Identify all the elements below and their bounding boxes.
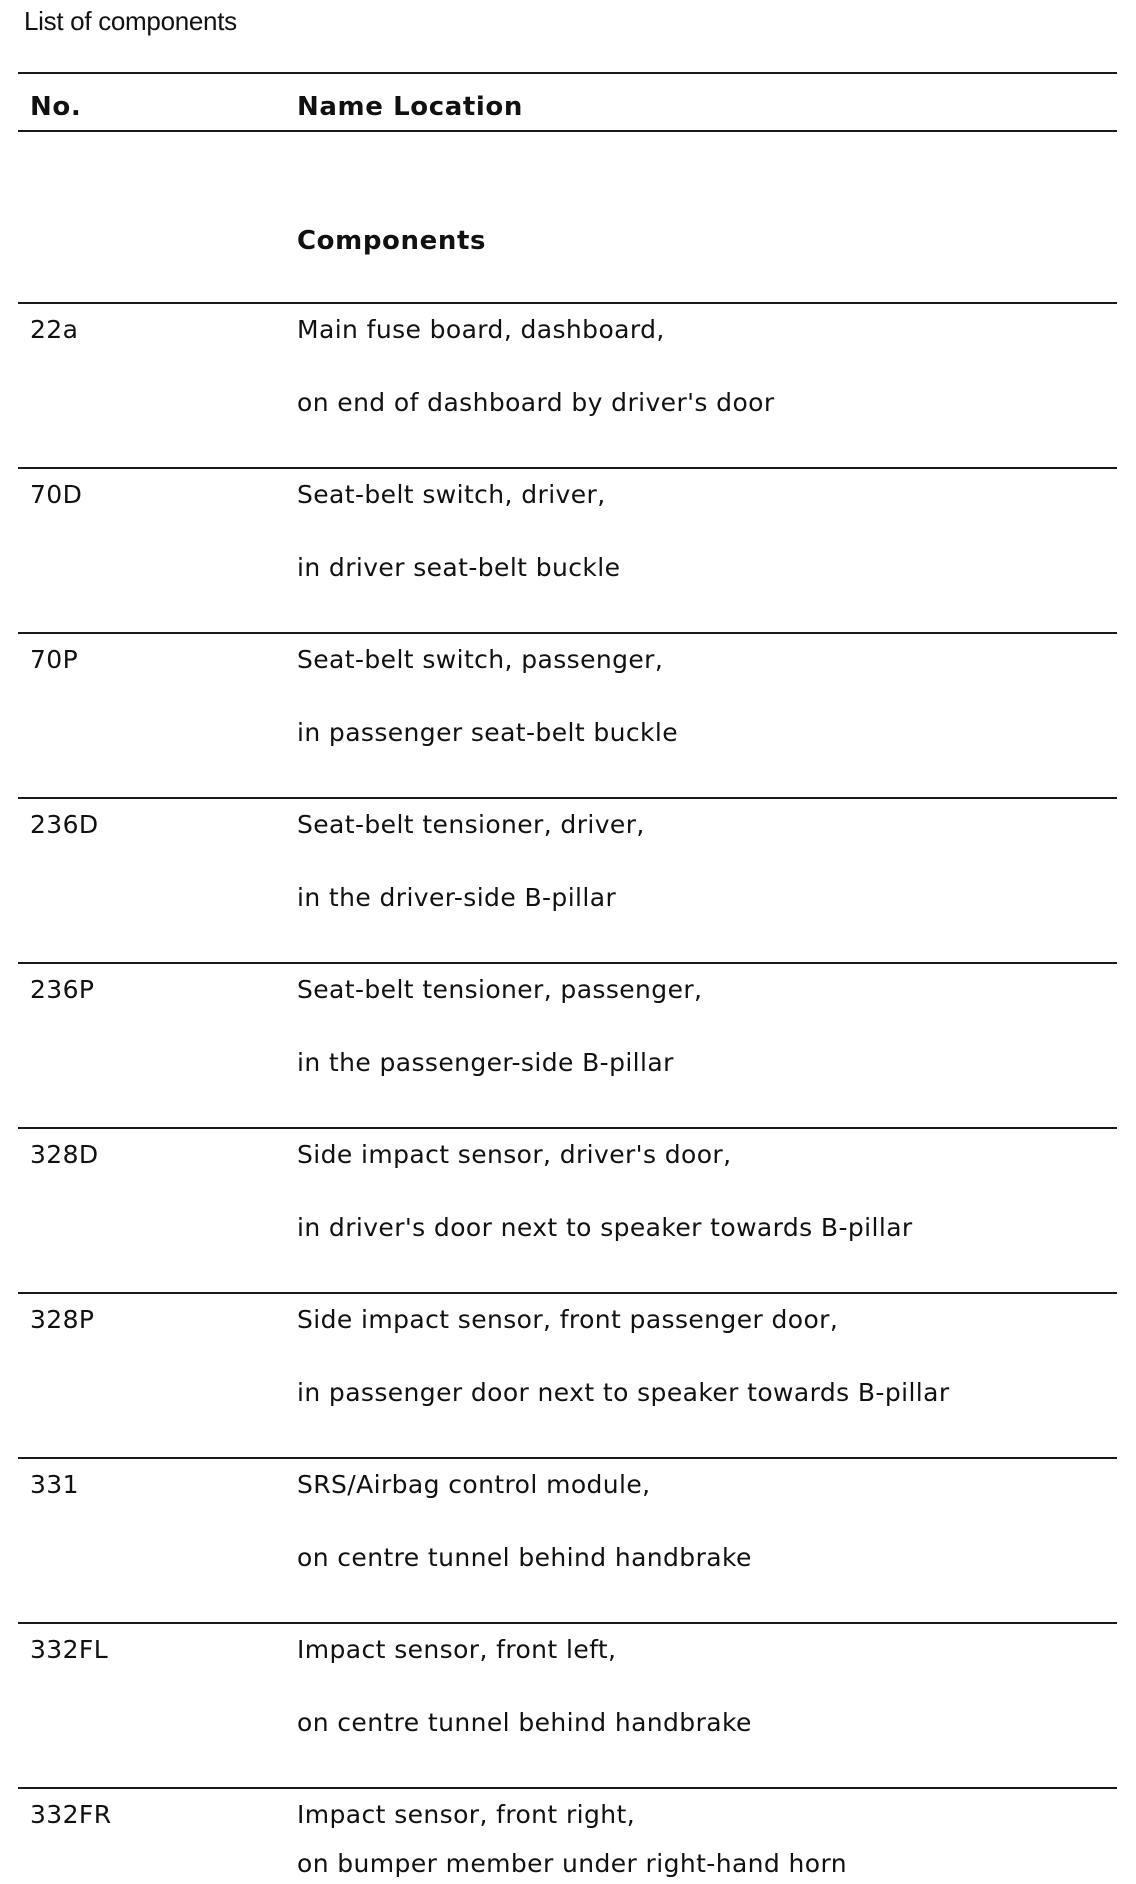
component-name: Seat-belt tensioner, driver, (297, 810, 645, 839)
table-row (0, 302, 1136, 467)
header-no: No. (30, 92, 82, 122)
component-location: on bumper member under right-hand horn (297, 1849, 847, 1878)
table-row (0, 797, 1136, 962)
component-name: Impact sensor, front right, (297, 1800, 636, 1829)
table-row (0, 1622, 1136, 1787)
component-name: Side impact sensor, driver's door, (297, 1140, 732, 1169)
table-row (0, 1457, 1136, 1622)
component-location: on centre tunnel behind handbrake (297, 1708, 752, 1737)
component-location: in passenger seat-belt buckle (297, 718, 679, 747)
component-location: in the driver-side B-pillar (297, 883, 617, 912)
component-number: 236P (30, 975, 95, 1004)
page-heading: List of components (24, 6, 237, 36)
component-number: 22a (30, 315, 79, 344)
header-name-location: Name Location (297, 92, 523, 122)
component-number: 328P (30, 1305, 95, 1334)
component-name: Seat-belt switch, passenger, (297, 645, 664, 674)
component-location: on centre tunnel behind handbrake (297, 1543, 752, 1572)
component-name: Impact sensor, front left, (297, 1635, 617, 1664)
component-name: Seat-belt tensioner, passenger, (297, 975, 703, 1004)
component-location: on end of dashboard by driver's door (297, 388, 775, 417)
component-name: SRS/Airbag control module, (297, 1470, 651, 1499)
table-row (0, 962, 1136, 1127)
component-location: in driver's door next to speaker towards B-pillar (297, 1213, 913, 1242)
component-number: 328D (30, 1140, 99, 1169)
section-title: Components (297, 226, 487, 256)
component-name: Main fuse board, dashboard, (297, 315, 665, 344)
table-row (0, 1127, 1136, 1292)
component-location: in driver seat-belt buckle (297, 553, 621, 582)
header-top-rule (18, 72, 1117, 74)
component-number: 70D (30, 480, 83, 509)
component-name: Side impact sensor, front passenger door, (297, 1305, 839, 1334)
header-bottom-rule (18, 130, 1117, 132)
component-number: 236D (30, 810, 99, 839)
table-row (0, 1787, 1136, 1884)
component-number: 331 (30, 1470, 79, 1499)
component-name: Seat-belt switch, driver, (297, 480, 606, 509)
table-row (0, 467, 1136, 632)
component-number: 332FR (30, 1800, 112, 1829)
component-number: 332FL (30, 1635, 109, 1664)
component-location: in passenger door next to speaker towards B-pillar (297, 1378, 950, 1407)
table-row (0, 1292, 1136, 1457)
table-row (0, 632, 1136, 797)
component-number: 70P (30, 645, 79, 674)
component-location: in the passenger-side B-pillar (297, 1048, 674, 1077)
